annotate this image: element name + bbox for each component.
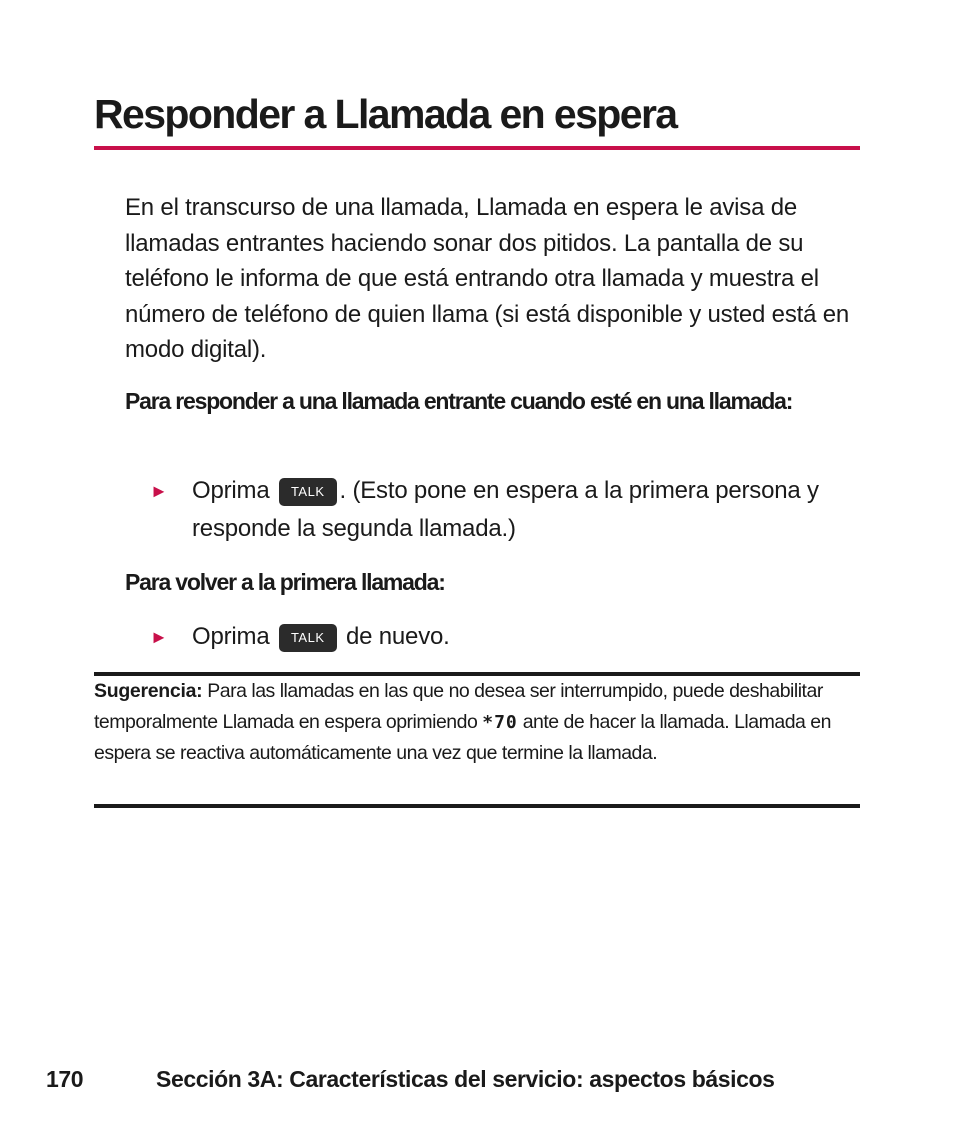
page-number: 170 xyxy=(46,1066,84,1092)
step-text xyxy=(192,472,830,548)
step-prefix: Oprima xyxy=(192,623,270,650)
tip-box xyxy=(94,676,860,769)
tip-bottom-divider xyxy=(94,804,860,808)
step-suffix: de nuevo. xyxy=(345,623,450,650)
title-divider xyxy=(94,146,860,150)
tip-code: *70 xyxy=(482,711,518,733)
talk-key-icon: TALK xyxy=(279,624,337,652)
step-text xyxy=(192,618,830,656)
bullet-arrow-icon: ► xyxy=(150,627,168,647)
talk-key-icon: TALK xyxy=(279,478,337,506)
return-call-step xyxy=(150,618,830,656)
answer-call-step xyxy=(150,472,830,548)
return-call-heading: Para volver a la primera llamada: xyxy=(125,569,445,595)
answer-call-heading: Para responder a una llamada entrante cuando esté en una llamada: xyxy=(125,388,793,414)
bullet-arrow-icon: ► xyxy=(150,481,168,501)
step-suffix: . (Esto pone en espera a la primera persona y responde la segunda llamada.) xyxy=(192,477,819,542)
step-prefix: Oprima xyxy=(192,477,270,504)
intro-paragraph: En el transcurso de una llamada, Llamada en espera le avisa de llamadas entrantes haciendo sonar dos pitidos. La pantalla de su teléfono le informa de que está entrando otra llamada y muestra el número de teléfono de quien llama (si está disponible y usted está en modo digital). xyxy=(125,194,850,363)
tip-text-after: ante de hacer la llamada. Llamada en espera se reactiva automáticamente una vez que termine la llamada. xyxy=(94,710,831,764)
page-title: Responder a Llamada en espera xyxy=(94,91,677,137)
tip-label: Sugerencia: xyxy=(94,680,203,702)
section-title: Sección 3A: Características del servicio: aspectos básicos xyxy=(156,1066,775,1092)
tip-text-before: Para las llamadas en las que no desea ser interrumpido, puede deshabilitar temporalmente Llamada en espera oprimiendo xyxy=(94,680,823,733)
